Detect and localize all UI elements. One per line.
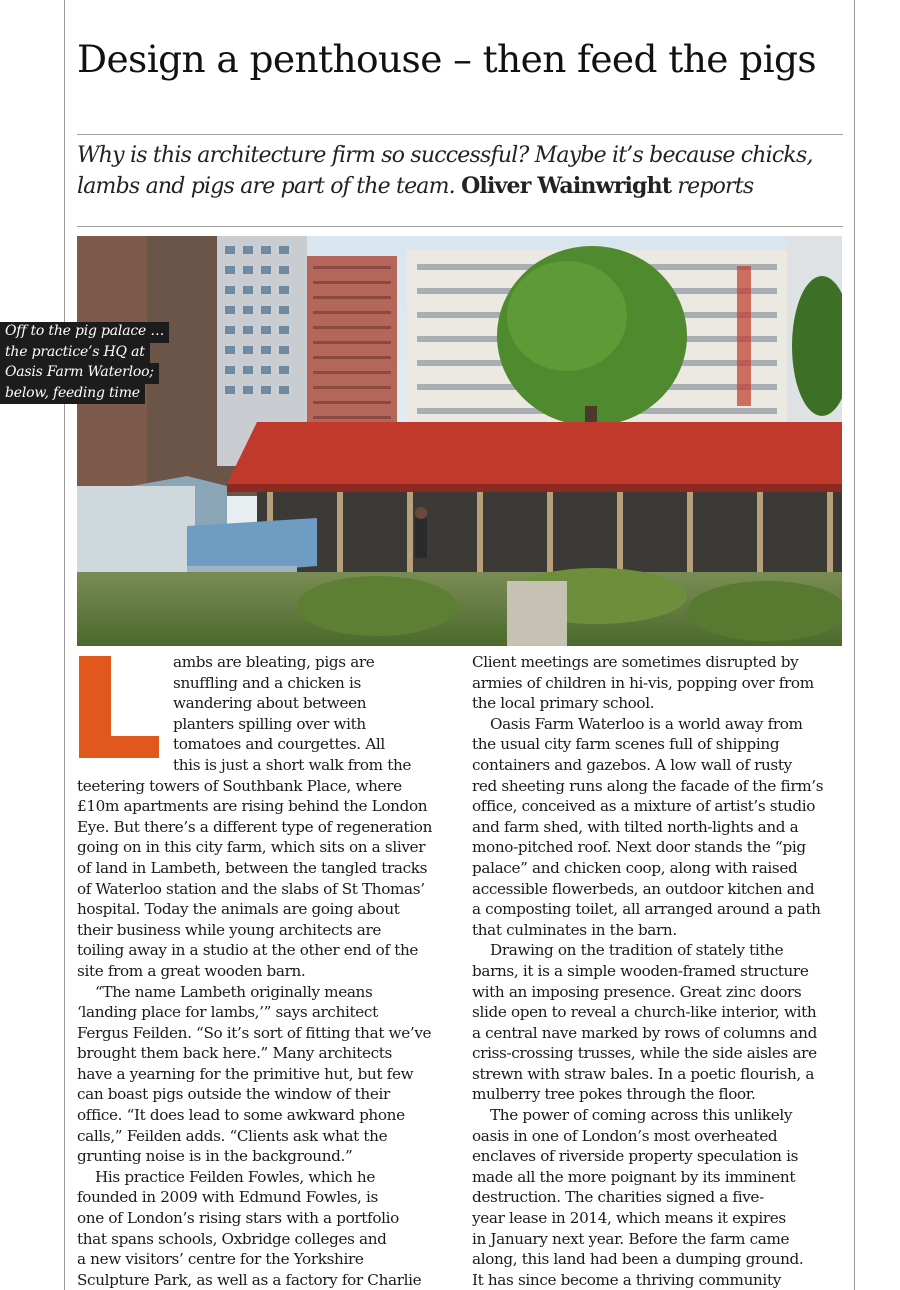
caption-line: the practice’s HQ at — [0, 343, 150, 364]
body-line: that spans schools, Oxbridge colleges and — [77, 1229, 387, 1248]
body-line: Oasis Farm Waterloo is a world away from — [490, 714, 803, 733]
body-line: accessible flowerbeds, an outdoor kitchen and — [472, 879, 815, 898]
body-line: slide open to reveal a church-like interior, with — [472, 1003, 817, 1022]
photo-caption — [0, 322, 169, 404]
body-line: that culminates in the barn. — [472, 920, 677, 939]
author-byline: Oliver Wainwright — [461, 173, 672, 199]
standfirst-line-2 — [77, 171, 847, 202]
body-line: a composting toilet, all arranged around a path — [472, 900, 821, 919]
right-column-rule — [854, 0, 855, 1290]
body-line: in January next year. Before the farm came — [472, 1229, 790, 1248]
body-line: £10m apartments are rising behind the London — [77, 797, 428, 816]
body-line: red sheeting runs along the facade of the firm’s — [472, 776, 824, 795]
body-line: along, this land had been a dumping ground. — [472, 1250, 804, 1269]
body-line: tomatoes and courgettes. All — [173, 735, 385, 754]
body-line: Fergus Feilden. “So it’s sort of fitting that we’ve — [77, 1023, 432, 1042]
body-line: ambs are bleating, pigs are — [173, 653, 375, 671]
body-line: have a yearning for the primitive hut, but few — [77, 1064, 414, 1083]
standfirst-bottom-rule — [77, 226, 843, 227]
body-line: calls,” Feilden adds. “Clients ask what the — [77, 1126, 388, 1145]
body-line: made all the more poignant by its imminent — [472, 1167, 796, 1186]
body-line: of Waterloo station and the slabs of St Thomas’ — [77, 879, 425, 898]
body-line: office, conceived as a mixture of artist’s studio — [472, 797, 816, 816]
body-line: a central nave marked by rows of columns and — [472, 1023, 817, 1042]
body-line: wandering about between — [173, 694, 367, 713]
standfirst-line-2-end: reports — [671, 174, 754, 199]
body-line: criss-crossing trusses, while the side aisles are — [472, 1044, 817, 1063]
body-line: the usual city farm scenes full of shipping — [472, 735, 780, 754]
body-line: His practice Feilden Fowles, which he — [95, 1167, 375, 1186]
body-line: hospital. Today the animals are going about — [77, 900, 400, 919]
standfirst — [77, 140, 847, 202]
left-column-rule — [64, 0, 65, 1290]
body-line: oasis in one of London’s most overheated — [472, 1126, 778, 1145]
body-line: can boast pigs outside the window of their — [77, 1085, 390, 1104]
body-line: Eye. But there’s a different type of regeneration — [77, 817, 432, 836]
body-line: snuffling and a chicken is — [173, 673, 361, 692]
body-line: strewn with straw bales. In a poetic flourish, a — [472, 1064, 815, 1083]
body-line: one of London’s rising stars with a portfolio — [77, 1209, 399, 1228]
body-line: Drawing on the tradition of stately tithe — [490, 941, 784, 960]
body-line: mono-pitched roof. Next door stands the “pig — [472, 838, 806, 857]
caption-line: below, feeding time — [0, 384, 145, 405]
body-line: The power of coming across this unlikely — [490, 1106, 793, 1125]
body-line: planters spilling over with — [173, 714, 366, 733]
body-line: enclaves of riverside property speculation is — [472, 1147, 799, 1166]
body-line: ‘landing place for lambs,’” says architect — [77, 1003, 378, 1022]
article-headline: Design a penthouse – then feed the pigs — [77, 37, 817, 81]
body-line: and farm shed, with tilted north-lights and a — [472, 817, 799, 836]
body-line: It has since become a thriving community — [472, 1270, 781, 1289]
body-line: going on in this city farm, which sits on a sliver — [77, 838, 426, 857]
article-column-1 — [77, 652, 453, 1290]
body-line: toiling away in a studio at the other end of the — [77, 941, 419, 960]
body-line: Client meetings are sometimes disrupted by — [472, 653, 799, 671]
body-line: brought them back here.” Many architects — [77, 1044, 392, 1063]
body-line: destruction. The charities signed a five- — [472, 1188, 764, 1207]
body-line: palace” and chicken coop, along with raised — [472, 858, 798, 877]
body-line: this is just a short walk from the — [173, 755, 412, 774]
farm-barn-photo-illustration — [77, 236, 842, 646]
body-line: founded in 2009 with Edmund Fowles, is — [77, 1188, 378, 1207]
standfirst-line-2-start: lambs and pigs are part of the team. — [77, 174, 462, 199]
article-column-2 — [472, 652, 848, 1290]
body-line: year lease in 2014, which means it expires — [472, 1209, 786, 1228]
article-photo — [77, 236, 842, 646]
person-walking — [415, 518, 427, 558]
standfirst-top-rule — [77, 134, 843, 135]
body-line: of land in Lambeth, between the tangled tracks — [77, 858, 428, 877]
body-line: barns, it is a simple wooden-framed structure — [472, 961, 809, 980]
body-line: office. “It does lead to some awkward phone — [77, 1106, 405, 1125]
body-line: Sculpture Park, as well as a factory for Charlie — [77, 1270, 422, 1289]
drop-cap-letter — [0, 0, 1, 1]
body-line: their business while young architects are — [77, 920, 382, 939]
standfirst-line-1: Why is this architecture firm so successful? Maybe it’s because chicks, — [77, 143, 813, 168]
body-line: teetering towers of Southbank Place, where — [77, 776, 402, 795]
body-line: site from a great wooden barn. — [77, 961, 306, 980]
body-line: mulberry tree pokes through the floor. — [472, 1085, 756, 1104]
body-line: grunting noise is in the background.” — [77, 1147, 353, 1166]
caption-line: Oasis Farm Waterloo; — [0, 363, 159, 384]
caption-line: Off to the pig palace … — [0, 322, 169, 343]
body-line: with an imposing presence. Great zinc doors — [472, 982, 802, 1001]
body-line: “The name Lambeth originally means — [95, 982, 373, 1001]
body-line: the local primary school. — [472, 694, 655, 713]
body-line: containers and gazebos. A low wall of rusty — [472, 755, 792, 774]
red-barn-roof — [227, 422, 842, 484]
body-line: a new visitors’ centre for the Yorkshire — [77, 1250, 364, 1269]
body-line: armies of children in hi-vis, popping over from — [472, 673, 814, 692]
